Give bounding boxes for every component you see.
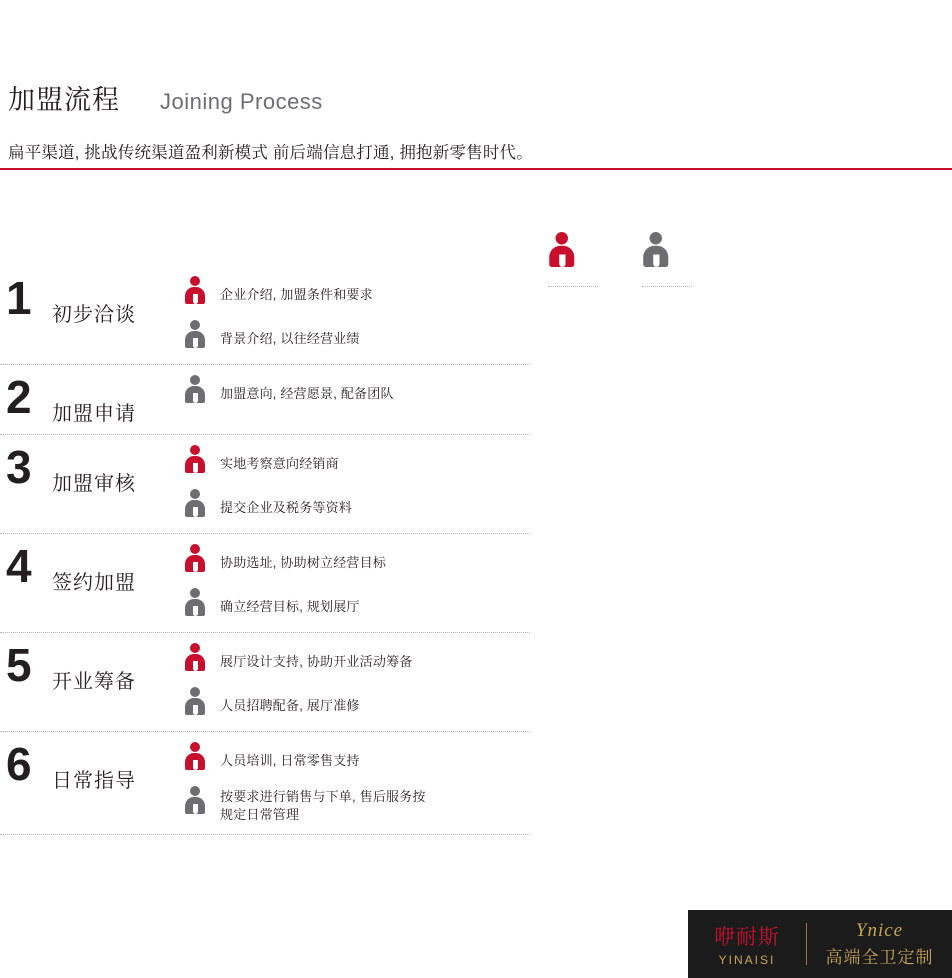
- person-notch: [193, 463, 198, 473]
- step-detail-item: [184, 786, 530, 824]
- person-icon: [548, 232, 586, 287]
- person-notch: [193, 507, 198, 517]
- step-detail-text: 协助选址, 协助树立经营目标: [220, 555, 387, 570]
- page-title-en: Joining Process: [160, 89, 323, 114]
- person-head: [190, 445, 200, 455]
- step-detail-text: 人员招聘配备, 展厅准修: [220, 698, 360, 713]
- person-icon: [184, 544, 206, 578]
- step-detail-item: [184, 489, 530, 523]
- person-head: [190, 276, 200, 286]
- step-detail-item: [184, 375, 530, 409]
- person-notch: [193, 804, 198, 814]
- person-notch: [193, 661, 198, 671]
- step-detail-text: 加盟意向, 经营愿景, 配备团队: [220, 386, 394, 401]
- step-number: 1: [6, 272, 32, 324]
- brand-name-en: YINAISI: [718, 953, 776, 967]
- step-detail-item: [184, 687, 530, 721]
- person-notch: [193, 705, 198, 715]
- step-detail-text: 展厅设计支持, 协助开业活动筹备: [220, 654, 413, 669]
- step-detail-text: 按要求进行销售与下单, 售后服务按规定日常管理: [220, 789, 426, 822]
- page-subtitle: 扁平渠道, 挑战传统渠道盈利新模式 前后端信息打通, 拥抱新零售时代。: [8, 144, 533, 162]
- person-notch: [193, 294, 198, 304]
- step-number: 4: [6, 540, 32, 592]
- process-step: [0, 272, 530, 365]
- step-label: 开业筹备: [52, 671, 136, 693]
- person-head: [190, 320, 200, 330]
- step-detail-text: 提交企业及税务等资料: [220, 500, 353, 515]
- person-notch: [193, 338, 198, 348]
- step-number: 5: [6, 639, 32, 691]
- step-detail-item: [184, 742, 530, 776]
- person-icon: [184, 786, 206, 820]
- person-icon: [184, 445, 206, 479]
- process-step: [0, 732, 530, 835]
- brand-slogan: 高端全卫定制: [825, 948, 934, 967]
- person-head: [190, 643, 200, 653]
- joining-process-steps: [0, 272, 530, 835]
- process-step: [0, 435, 530, 534]
- step-detail-item: [184, 276, 530, 310]
- step-detail-text: 人员培训, 日常零售支持: [220, 753, 360, 768]
- person-head: [190, 489, 200, 499]
- step-detail-list: [184, 441, 530, 525]
- person-icon: [184, 489, 206, 523]
- step-detail-list: [184, 540, 530, 624]
- person-head: [650, 232, 663, 245]
- step-detail-item: [184, 445, 530, 479]
- person-icon: [184, 276, 206, 310]
- step-number: 2: [6, 371, 32, 423]
- brand-logo-left: [688, 921, 806, 967]
- step-detail-item: [184, 588, 530, 622]
- step-detail-item: [184, 320, 530, 354]
- decorative-person-gray: [642, 232, 700, 287]
- step-label: 签约加盟: [52, 572, 136, 594]
- person-notch: [653, 255, 659, 268]
- person-icon: [184, 687, 206, 721]
- process-step: [0, 633, 530, 732]
- step-detail-text: 实地考察意向经销商: [220, 456, 339, 471]
- brand-script: Ynice: [855, 920, 904, 941]
- person-notch: [193, 562, 198, 572]
- step-detail-item: [184, 544, 530, 578]
- step-detail-list: [184, 272, 530, 356]
- person-head: [190, 742, 200, 752]
- person-notch: [193, 393, 198, 403]
- person-icon: [184, 320, 206, 354]
- person-head: [190, 588, 200, 598]
- person-icon: [642, 232, 680, 287]
- step-label: 加盟申请: [52, 403, 136, 425]
- step-detail-list: [184, 371, 530, 411]
- person-head: [190, 544, 200, 554]
- step-detail-text: 背景介绍, 以往经营业绩: [220, 331, 360, 346]
- step-detail-list: [184, 738, 530, 826]
- person-icon: [184, 643, 206, 677]
- brand-name-cn: 咿耐斯: [714, 925, 780, 949]
- person-head: [190, 687, 200, 697]
- person-notch: [193, 760, 198, 770]
- page-header: [0, 78, 952, 170]
- process-step: [0, 534, 530, 633]
- person-notch: [559, 255, 565, 268]
- step-number: 3: [6, 441, 32, 493]
- person-icon: [184, 742, 206, 776]
- person-head: [190, 375, 200, 385]
- step-label: 加盟审核: [52, 473, 136, 495]
- step-detail-text: 确立经营目标, 规划展厅: [220, 599, 360, 614]
- accent-divider: [0, 168, 952, 170]
- step-detail-text: 企业介绍, 加盟条件和要求: [220, 287, 373, 302]
- step-label: 日常指导: [52, 770, 136, 792]
- person-icon: [184, 375, 206, 409]
- process-step: [0, 365, 530, 435]
- step-detail-list: [184, 639, 530, 723]
- brand-logo: [688, 910, 952, 978]
- step-number: 6: [6, 738, 32, 790]
- title-row: [0, 78, 952, 117]
- person-head: [556, 232, 569, 245]
- person-notch: [193, 606, 198, 616]
- page-title: 加盟流程: [8, 85, 120, 115]
- decorative-person-red: [548, 232, 606, 287]
- step-detail-item: [184, 643, 530, 677]
- brand-logo-right: [807, 920, 952, 968]
- step-label: 初步洽谈: [52, 304, 136, 326]
- decorative-person-pair: [548, 232, 700, 287]
- person-icon: [184, 588, 206, 622]
- person-head: [190, 786, 200, 796]
